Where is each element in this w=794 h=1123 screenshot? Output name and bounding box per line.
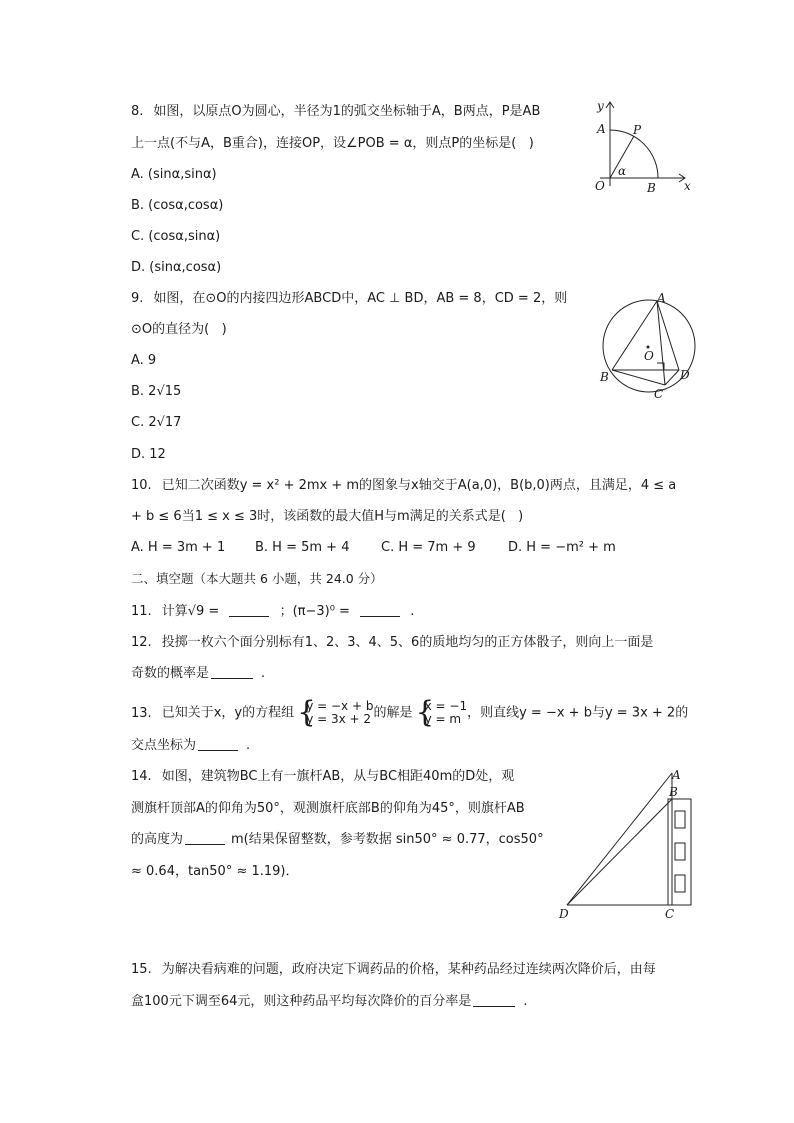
q13-text-3: ，则直线y = −x + b与y = 3x + 2的	[467, 705, 689, 721]
q12-number: 12.	[131, 635, 152, 650]
q8-stem-line2: 上一点(不与A，B重合)，连接OP，设∠POB = α，则点P的坐标是( )	[131, 136, 534, 151]
q13-stem-line2	[131, 736, 250, 756]
q9-stem-line2: ⊙O的直径为( )	[131, 322, 227, 337]
q14-fig-d: D	[559, 907, 569, 921]
q8-option-b[interactable]: B. (cosα,cosα)	[131, 198, 224, 213]
q10-number: 10.	[131, 478, 152, 493]
q15-answer-blank[interactable]	[473, 992, 515, 1007]
q14-stem-line2: 测旗杆顶部A的仰角为50°，观测旗杆底部B的仰角为45°，则旗杆AB	[131, 801, 525, 816]
q8-fig-o: O	[595, 179, 605, 193]
q9-option-c[interactable]: C. 2√17	[131, 415, 182, 430]
q14-figure	[555, 765, 705, 925]
q8-fig-p: P	[633, 123, 642, 137]
q13-answer-blank[interactable]	[198, 736, 238, 751]
q14-number: 14.	[131, 769, 152, 784]
q13-system-2-eq2: y = m	[424, 712, 462, 726]
q9-text-1: 如图，在⊙O的内接四边形ABCD中，AC ⊥ BD，AB = 8，CD = 2，则	[153, 291, 568, 306]
q9-figure	[598, 290, 708, 405]
q13-system-2	[417, 700, 467, 726]
q14-stem-line4: ≈ 0.64，tan50° ≈ 1.19)．	[131, 864, 299, 879]
q15-stem-line2	[131, 992, 528, 1012]
q9-fig-a: A	[657, 291, 666, 305]
q13-system-2-eq1: { x = −1	[424, 699, 468, 713]
q9-option-b[interactable]: B. 2√15	[131, 384, 182, 399]
q9-option-a[interactable]: A. 9	[131, 353, 157, 368]
q8-option-d[interactable]: D. (sinα,cosα)	[131, 260, 222, 275]
q13-system-1-eq2: y = 3x + 2	[306, 712, 372, 726]
q8-text-1: 如图，以原点O为圆心，半径为1的弧交坐标轴于A，B两点，P是AB	[153, 104, 541, 119]
q14-text-3a: 的高度为	[131, 832, 184, 847]
q8-fig-a: A	[597, 122, 606, 136]
q8-number: 8.	[131, 104, 144, 119]
q8-option-c[interactable]: C. (cosα,sinα)	[131, 229, 221, 244]
q12-answer-blank[interactable]	[211, 664, 253, 679]
q15-text-2: 盒100元下调至64元，则这种药品平均每次降价的百分率是	[131, 994, 472, 1009]
section-heading-fill-in: 二、填空题（本大题共 6 小题，共 24.0 分）	[131, 571, 383, 586]
q13-end: .	[246, 738, 251, 753]
q14-fig-a: A	[672, 768, 681, 782]
q13-text-2: 的解是	[373, 705, 413, 721]
q11-end: .	[410, 604, 415, 619]
q9-fig-c: C	[654, 387, 664, 401]
q12-text-2: 奇数的概率是	[131, 666, 210, 681]
q8-fig-b: B	[647, 181, 656, 195]
q10-stem-line2: + b ≤ 6当1 ≤ x ≤ 3时，该函数的最大值H与m满足的关系式是( )	[131, 509, 524, 524]
q14-text-3b: m(结果保留整数，参考数据 sin50° ≈ 0.77，cos50°	[231, 832, 544, 847]
q10-option-a[interactable]: A. H = 3m + 1	[131, 540, 226, 555]
q10-option-b[interactable]: B. H = 5m + 4	[255, 540, 350, 555]
q9-fig-o: O	[644, 349, 654, 363]
q11-text-2: ；(π−3)⁰ =	[279, 604, 350, 619]
q11-text-1: 计算√9 =	[161, 604, 220, 619]
q14-fig-c: C	[665, 907, 675, 921]
q15-number: 15.	[131, 962, 152, 977]
q12-stem-line2	[131, 664, 265, 684]
q12-stem-line1	[131, 633, 653, 653]
q10-option-d[interactable]: D. H = −m² + m	[508, 540, 616, 555]
q10-text-1: 已知二次函数y = x² + 2mx + m的图象与x轴交于A(a,0)，B(b,0)两点，且满足，4 ≤ a	[161, 478, 677, 493]
q8-stem-line1	[131, 102, 540, 122]
q9-option-d[interactable]: D. 12	[131, 447, 166, 462]
q12-text-1: 投掷一枚六个面分别标有1、2、3、4、5、6的质地均匀的正方体骰子，则向上一面是	[161, 635, 654, 650]
q9-fig-b: B	[600, 370, 609, 384]
q15-stem-line1	[131, 960, 656, 980]
q13-stem-line1	[131, 700, 688, 726]
q11-line	[131, 602, 414, 622]
q13-system-1	[298, 700, 373, 726]
q14-stem-line3	[131, 830, 544, 850]
q11-number: 11.	[131, 604, 152, 619]
q8-fig-alpha: α	[618, 164, 627, 178]
q14-fig-b: B	[669, 785, 678, 799]
q8-fig-x: x	[684, 179, 691, 193]
q14-answer-blank[interactable]	[185, 830, 225, 845]
q10-stem-line1	[131, 476, 676, 496]
q11-answer-blank-1[interactable]	[229, 602, 269, 617]
q13-system-1-eq1: { y = −x + b	[306, 699, 374, 713]
q13-number: 13.	[131, 705, 152, 721]
q13-text-4: 交点坐标为	[131, 738, 197, 753]
q14-stem-line1	[131, 767, 514, 787]
q15-text-1: 为解决看病难的问题，政府决定下调药品的价格，某种药品经过连续两次降价后，由每	[161, 962, 656, 977]
q14-text-1: 如图，建筑物BC上有一旗杆AB，从与BC相距40m的D处，观	[161, 769, 515, 784]
q11-answer-blank-2[interactable]	[360, 602, 400, 617]
q15-end: .	[523, 994, 528, 1009]
q8-figure	[585, 98, 695, 198]
q13-text-1: 已知关于x，y的方程组	[161, 705, 295, 721]
q12-end: .	[261, 666, 266, 681]
q8-option-a[interactable]: A. (sinα,sinα)	[131, 167, 217, 182]
q9-stem-line1	[131, 289, 567, 309]
q10-option-c[interactable]: C. H = 7m + 9	[381, 540, 476, 555]
q9-fig-d: D	[680, 368, 690, 382]
q8-fig-y: y	[597, 99, 604, 113]
q9-number: 9.	[131, 291, 144, 306]
